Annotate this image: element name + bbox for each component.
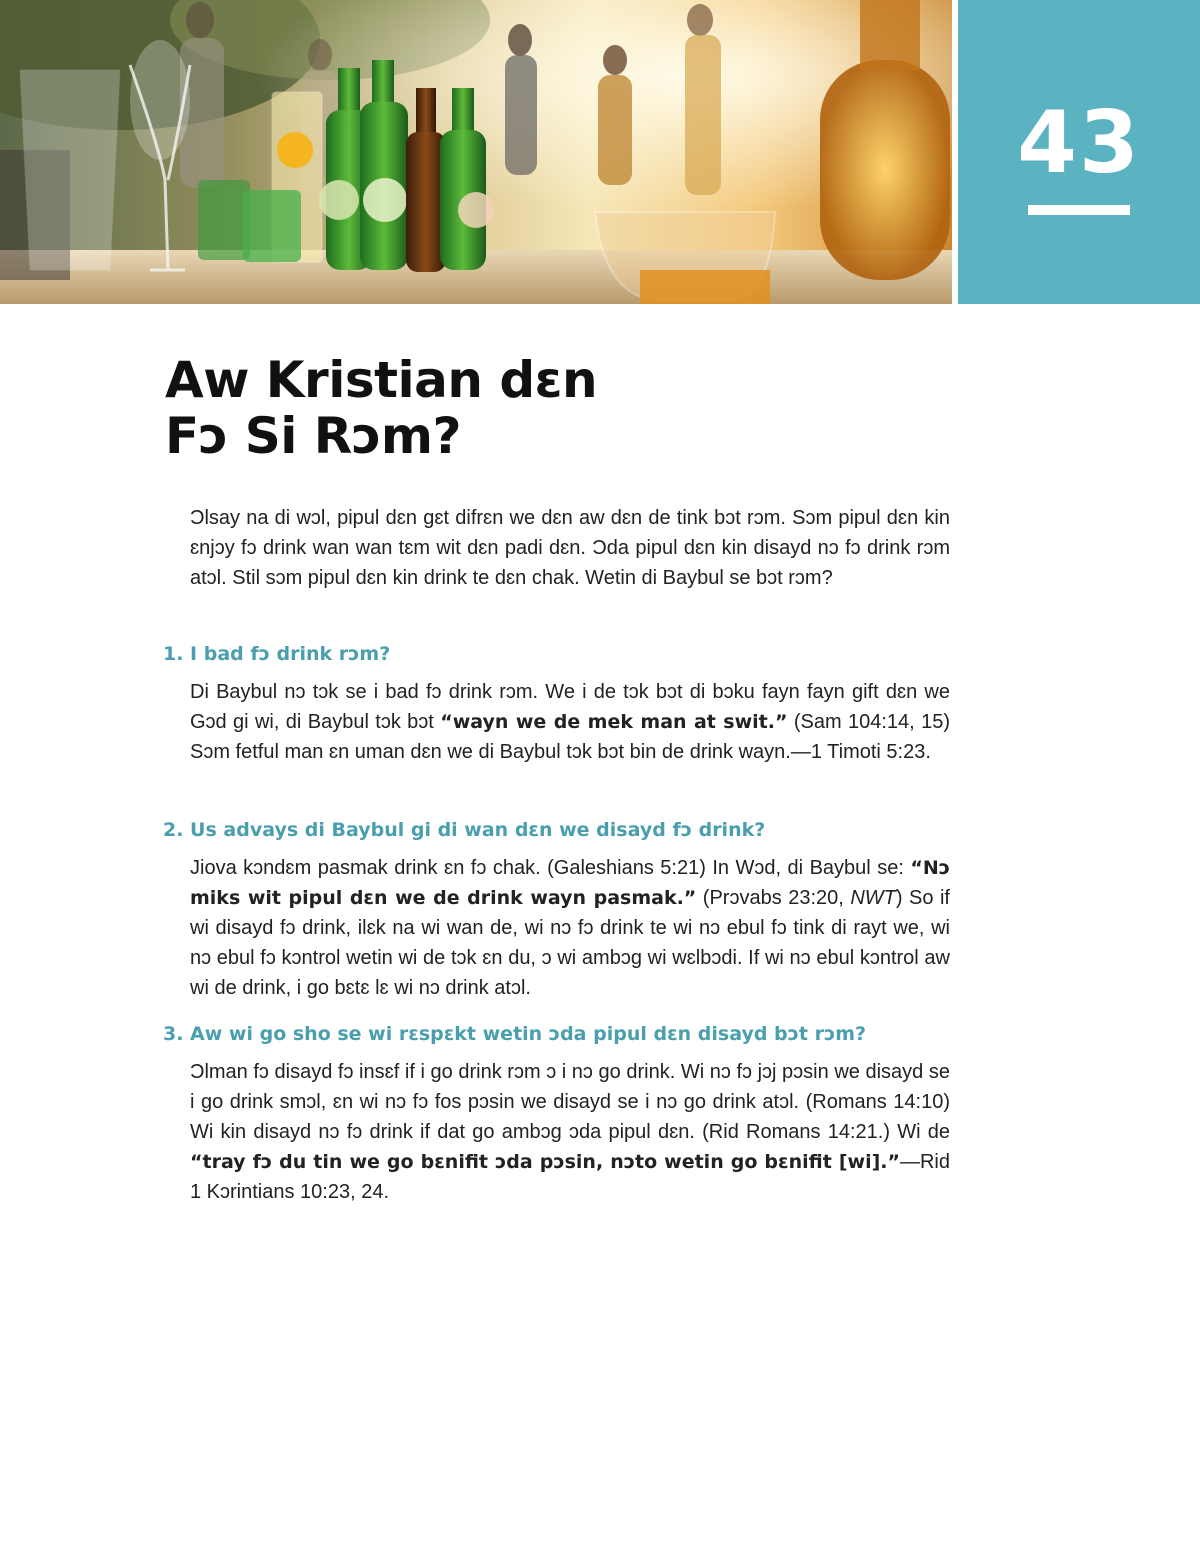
answer-2: Jiova kɔndɛm pasmak drink ɛn fɔ chak. (Galeshians 5:21) In Wɔd, di Baybul se: “Nɔ miks wit pipul dɛn we de drink wayn pasmak.” (Prɔvabs 23:20, NWT) So if wi disayd fɔ drink, ilɛk na wi wan de, wi nɔ fɔ drink te wi nɔ ebul fɔ tink di rayt we, wi nɔ ebul fɔ kɔntrol wetin wi de tɔk ɛn du, ɔ wi ambɔg wi wɛlbɔdi. If wi nɔ ebul kɔntrol aw wi de drink, i go bɛtɛ lɛ wi nɔ drink atɔl. (190, 857, 950, 999)
title-line-2: Fɔ Si Rɔm? (165, 407, 462, 465)
header-photo (0, 0, 952, 304)
page-title (165, 352, 945, 464)
intro-paragraph: Ɔlsay na di wɔl, pipul dɛn gɛt difrɛn we dɛn aw dɛn de tink bɔt rɔm. Sɔm pipul dɛn kin ɛnjɔy fɔ drink wan wan tɛm wit dɛn padi dɛn. Ɔda pipul dɛn kin disayd nɔ fɔ drink rɔm atɔl. Stil sɔm pipul dɛn kin drink te dɛn chak. Wetin di Baybul se bɔt rɔm? (190, 507, 950, 589)
chapter-underline (1028, 205, 1130, 215)
question-1: 1. I bad fɔ drink rɔm? (163, 643, 391, 665)
chapter-number: 43 (1017, 93, 1141, 193)
question-3: 3. Aw wi go sho se wi rɛspɛkt wetin ɔda pipul dɛn disayd bɔt rɔm? (163, 1023, 867, 1045)
question-2: 2. Us advays di Baybul gi di wan dɛn we disayd fɔ drink? (163, 819, 766, 841)
answer-3: Ɔlman fɔ disayd fɔ insɛf if i go drink rɔm ɔ i nɔ go drink. Wi nɔ fɔ jɔj pɔsin we disayd se i go drink smɔl, ɛn wi nɔ fɔ fos pɔsin we disayd se i nɔ go drink atɔl. (Romans 14:10) Wi kin disayd nɔ fɔ drink if dat go ambɔg ɔda pipul dɛn. (Rid Romans 14:21.) Wi de “tray fɔ du tin we go bɛnifit ɔda pɔsin, nɔto wetin go bɛnifit [wi].”—Rid 1 Kɔrintians 10:23, 24. (190, 1061, 950, 1203)
quote-3: “tray fɔ du tin we go bɛnifit ɔda pɔsin, nɔto wetin go bɛnifit [wi].” (190, 1151, 900, 1173)
answer-1: Di Baybul nɔ tɔk se i bad fɔ drink rɔm. We i de tɔk bɔt di bɔku fayn fayn gift dɛn we Gɔd gi wi, di Baybul tɔk bɔt “wayn we de mek man at swit.” (Sam 104:14, 15) Sɔm fetful man ɛn uman dɛn we di Baybul tɔk bɔt bin de drink wayn.—1 Timoti 5:23. (190, 681, 950, 763)
party-drinks-image (0, 0, 952, 304)
bible-version: NWT (850, 887, 896, 909)
quote-1: “wayn we de mek man at swit.” (440, 711, 788, 733)
title-line-1: Aw Kristian dɛn (165, 351, 598, 409)
chapter-badge (958, 0, 1200, 304)
quote-2: “Nɔ miks wit pipul dɛn we de drink wayn pasmak.” (190, 857, 950, 909)
